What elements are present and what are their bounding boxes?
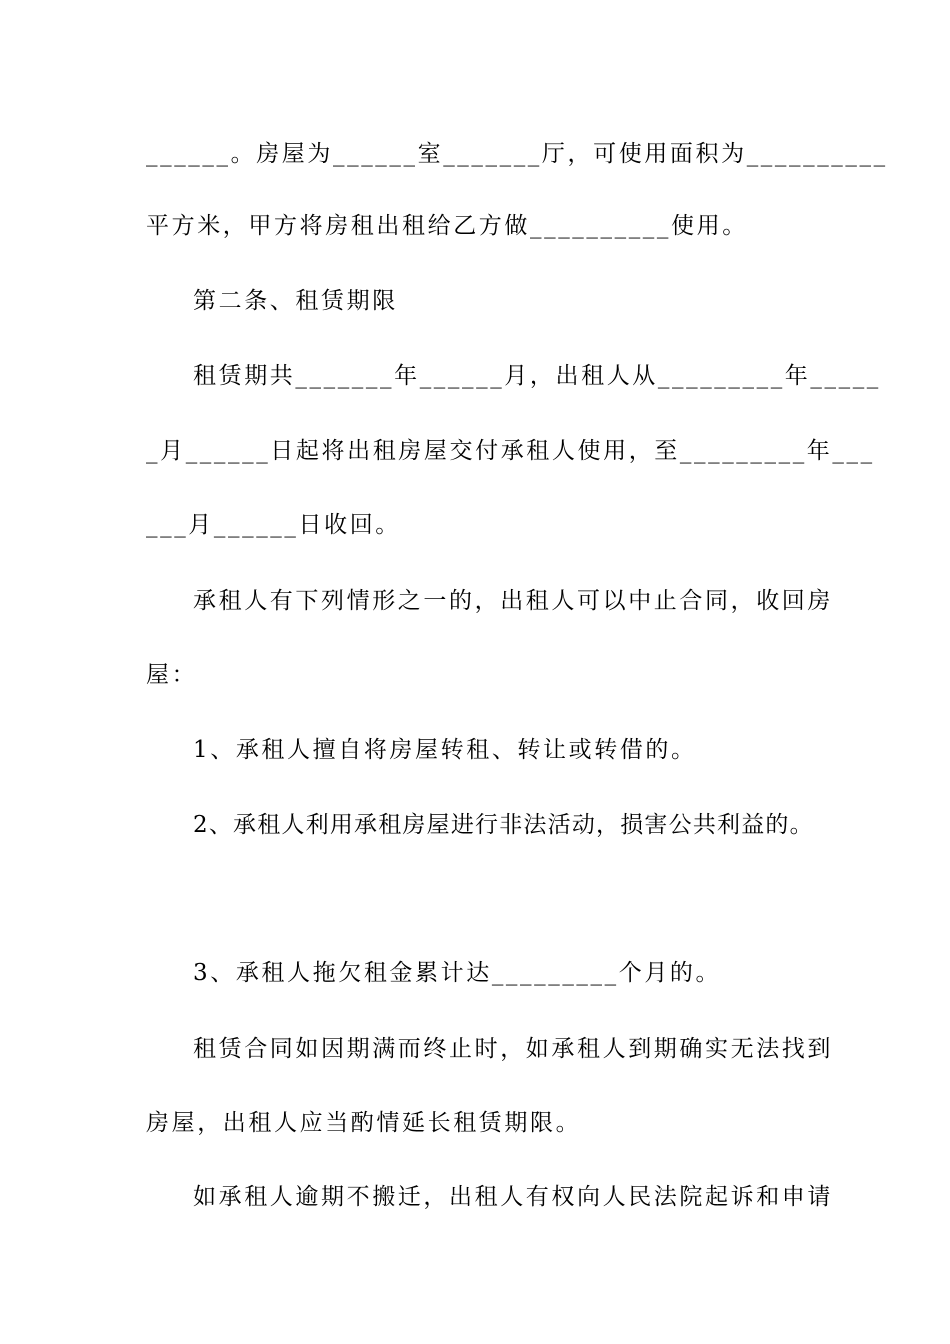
text-line: 屋： <box>146 662 198 688</box>
text-line: ___月______日收回。 <box>146 512 401 538</box>
text-line: 房屋，出租人应当酌情延长租赁期限。 <box>146 1110 582 1136</box>
text-line: 租赁期共_______年______月，出租人从_________年_____ <box>193 363 881 389</box>
section-heading: 第二条、租赁期限 <box>193 288 398 314</box>
list-item: 1、承租人擅自将房屋转租、转让或转借的。 <box>193 737 697 763</box>
text-line: 如承租人逾期不搬迁，出租人有权向人民法院起诉和申请 <box>193 1184 833 1210</box>
text-line: ______。房屋为______室_______厅，可使用面积为__________ <box>146 141 888 167</box>
text-line: 租赁合同如因期满而终止时，如承租人到期确实无法找到 <box>193 1036 833 1062</box>
text-line: 承租人有下列情形之一的，出租人可以中止合同，收回房 <box>193 588 833 614</box>
list-item: 3、承租人拖欠租金累计达_________个月的。 <box>193 960 722 986</box>
text-line: _月______日起将出租房屋交付承租人使用，至_________年___ <box>146 438 875 464</box>
list-item: 2、承租人利用承租房屋进行非法活动，损害公共利益的。 <box>193 812 814 838</box>
text-line: 平方米，甲方将房租出租给乙方做__________使用。 <box>146 213 748 239</box>
